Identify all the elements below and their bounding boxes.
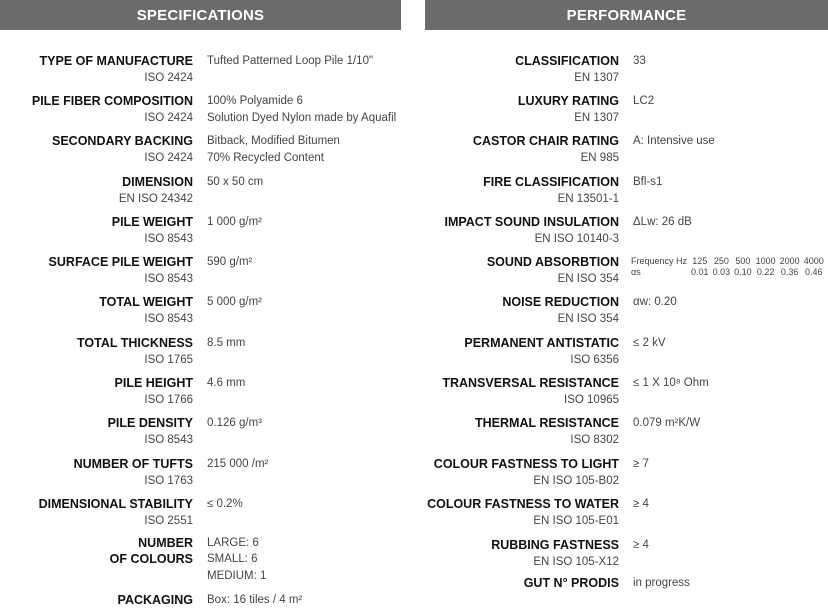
performance-value: αw: 0.20 bbox=[633, 296, 677, 308]
performance-value: ≤ 2 kV bbox=[633, 337, 666, 349]
performance-value: A: Intensive use bbox=[633, 135, 715, 147]
spec-value: Tufted Patterned Loop Pile 1/10" bbox=[207, 55, 374, 67]
performance-standard: EN ISO 354 bbox=[557, 273, 619, 285]
performance-standard: EN 985 bbox=[580, 152, 619, 164]
performance-standard: ISO 8302 bbox=[570, 434, 619, 446]
colours-large: LARGE: 6 bbox=[207, 537, 259, 549]
freq-4000: 4000 bbox=[803, 256, 824, 266]
alpha-125: 0.01 bbox=[691, 267, 709, 277]
performance-standard: EN 1307 bbox=[574, 72, 619, 84]
spec-label: NUMBER OF TUFTS bbox=[73, 457, 193, 471]
colours-label-line1: NUMBER bbox=[138, 536, 193, 550]
freq-2000: 2000 bbox=[779, 256, 800, 266]
spec-label: TOTAL THICKNESS bbox=[77, 336, 193, 350]
performance-label: COLOUR FASTNESS TO WATER bbox=[427, 497, 619, 511]
gut-label: GUT N° PRODIS bbox=[523, 576, 619, 590]
spec-label: PILE WEIGHT bbox=[111, 215, 193, 229]
performance-value: ≤ 1 X 10⁸ Ohm bbox=[633, 377, 709, 389]
spec-value: 1 000 g/m² bbox=[207, 216, 262, 228]
spec-label: TOTAL WEIGHT bbox=[99, 295, 193, 309]
freq-1000: 1000 bbox=[755, 256, 776, 266]
freq-250: 250 bbox=[713, 256, 729, 266]
spec-value: 0.126 g/m³ bbox=[207, 417, 262, 429]
spec-value: 5 000 g/m² bbox=[207, 296, 262, 308]
performance-label: SOUND ABSORBTION bbox=[486, 255, 619, 269]
spec-standard: ISO 1763 bbox=[144, 475, 193, 487]
performance-label: LUXURY RATING bbox=[517, 94, 619, 108]
packaging-label: PACKAGING bbox=[117, 593, 193, 607]
spec-label: PILE HEIGHT bbox=[114, 376, 193, 390]
performance-value: 0.079 m²K/W bbox=[633, 417, 701, 429]
spec-value: 590 g/m² bbox=[207, 256, 253, 268]
performance-value: LC2 bbox=[633, 95, 655, 107]
spec-standard: ISO 2424 bbox=[144, 152, 193, 164]
spec-value: Bitback, Modified Bitumen bbox=[207, 135, 340, 147]
performance-standard: EN ISO 10140-3 bbox=[534, 233, 619, 245]
alpha-250: 0.03 bbox=[712, 267, 731, 277]
performance-label: TRANSVERSAL RESISTANCE bbox=[442, 376, 619, 390]
spec-label: DIMENSIONAL STABILITY bbox=[38, 497, 193, 511]
spec-standard: EN ISO 24342 bbox=[118, 193, 193, 205]
spec-value: 50 x 50 cm bbox=[207, 176, 264, 188]
specifications-header: SPECIFICATIONS bbox=[0, 0, 401, 30]
spec-value: 100% Polyamide 6 bbox=[207, 95, 303, 107]
spec-label: SURFACE PILE WEIGHT bbox=[48, 255, 193, 269]
performance-standard: EN ISO 105-B02 bbox=[533, 475, 619, 487]
spec-standard: ISO 8543 bbox=[144, 233, 193, 245]
spec-standard: ISO 8543 bbox=[144, 313, 193, 325]
performance-label: COLOUR FASTNESS TO LIGHT bbox=[433, 457, 619, 471]
performance-value: ≥ 4 bbox=[633, 539, 649, 551]
performance-value: ≥ 7 bbox=[633, 458, 649, 470]
performance-label: CLASSIFICATION bbox=[515, 54, 619, 68]
performance-standard: EN ISO 105-E01 bbox=[533, 515, 619, 527]
colours-label-line2: OF COLOURS bbox=[109, 552, 193, 566]
performance-value: ≥ 4 bbox=[633, 498, 649, 510]
freq-500: 500 bbox=[735, 256, 751, 266]
packaging-value: Box: 16 tiles / 4 m² bbox=[207, 594, 303, 606]
performance-label: PERMANENT ANTISTATIC bbox=[464, 336, 619, 350]
performance-standard: EN ISO 354 bbox=[557, 313, 619, 325]
performance-standard: EN ISO 105-X12 bbox=[533, 556, 619, 568]
spec-label: PILE FIBER COMPOSITION bbox=[31, 94, 193, 108]
spec-standard: ISO 2551 bbox=[144, 515, 193, 527]
performance-value: ΔLw: 26 dB bbox=[633, 216, 692, 228]
spec-standard: ISO 1765 bbox=[144, 354, 193, 366]
performance-label: NOISE REDUCTION bbox=[502, 295, 619, 309]
spec-label: PILE DENSITY bbox=[107, 416, 193, 430]
alpha-1000: 0.22 bbox=[756, 267, 775, 277]
gut-value: in progress bbox=[633, 577, 690, 589]
colours-medium: MEDIUM: 1 bbox=[207, 570, 267, 582]
spec-value: 70% Recycled Content bbox=[207, 152, 324, 164]
alpha-label: αs bbox=[631, 267, 641, 277]
spec-value: 215 000 /m² bbox=[207, 458, 269, 470]
spec-value: Solution Dyed Nylon made by Aquafil bbox=[207, 112, 397, 124]
alpha-500: 0.10 bbox=[734, 267, 752, 277]
frequency-label: Frequency Hz bbox=[631, 256, 688, 266]
performance-label: THERMAL RESISTANCE bbox=[475, 416, 619, 430]
performance-standard: ISO 6356 bbox=[570, 354, 619, 366]
spec-label: SECONDARY BACKING bbox=[52, 134, 193, 148]
performance-label: IMPACT SOUND INSULATION bbox=[444, 215, 619, 229]
performance-label: FIRE CLASSIFICATION bbox=[483, 175, 619, 189]
performance-value: Bfl-s1 bbox=[633, 176, 663, 188]
spec-standard: ISO 8543 bbox=[144, 434, 193, 446]
alpha-2000: 0.36 bbox=[780, 267, 799, 277]
alpha-4000: 0.46 bbox=[804, 267, 823, 277]
spec-standard: ISO 2424 bbox=[144, 72, 193, 84]
spec-value: 8.5 mm bbox=[207, 337, 246, 349]
performance-standard: ISO 10965 bbox=[564, 394, 619, 406]
spec-label: TYPE OF MANUFACTURE bbox=[39, 54, 193, 68]
sound-absorption-table bbox=[631, 256, 826, 278]
performance-header: PERFORMANCE bbox=[425, 0, 828, 30]
performance-standard: EN 1307 bbox=[574, 112, 619, 124]
performance-standard: EN 13501-1 bbox=[557, 193, 619, 205]
spec-standard: ISO 2424 bbox=[144, 112, 193, 124]
spec-standard: ISO 1766 bbox=[144, 394, 193, 406]
spec-value: 4.6 mm bbox=[207, 377, 246, 389]
colours-small: SMALL: 6 bbox=[207, 553, 258, 565]
freq-125: 125 bbox=[692, 256, 708, 266]
spec-value: ≤ 0.2% bbox=[207, 498, 243, 510]
spec-standard: ISO 8543 bbox=[144, 273, 193, 285]
performance-label: CASTOR CHAIR RATING bbox=[472, 134, 619, 148]
spec-label: DIMENSION bbox=[122, 175, 193, 189]
performance-value: 33 bbox=[633, 55, 646, 67]
performance-label: RUBBING FASTNESS bbox=[491, 538, 619, 552]
